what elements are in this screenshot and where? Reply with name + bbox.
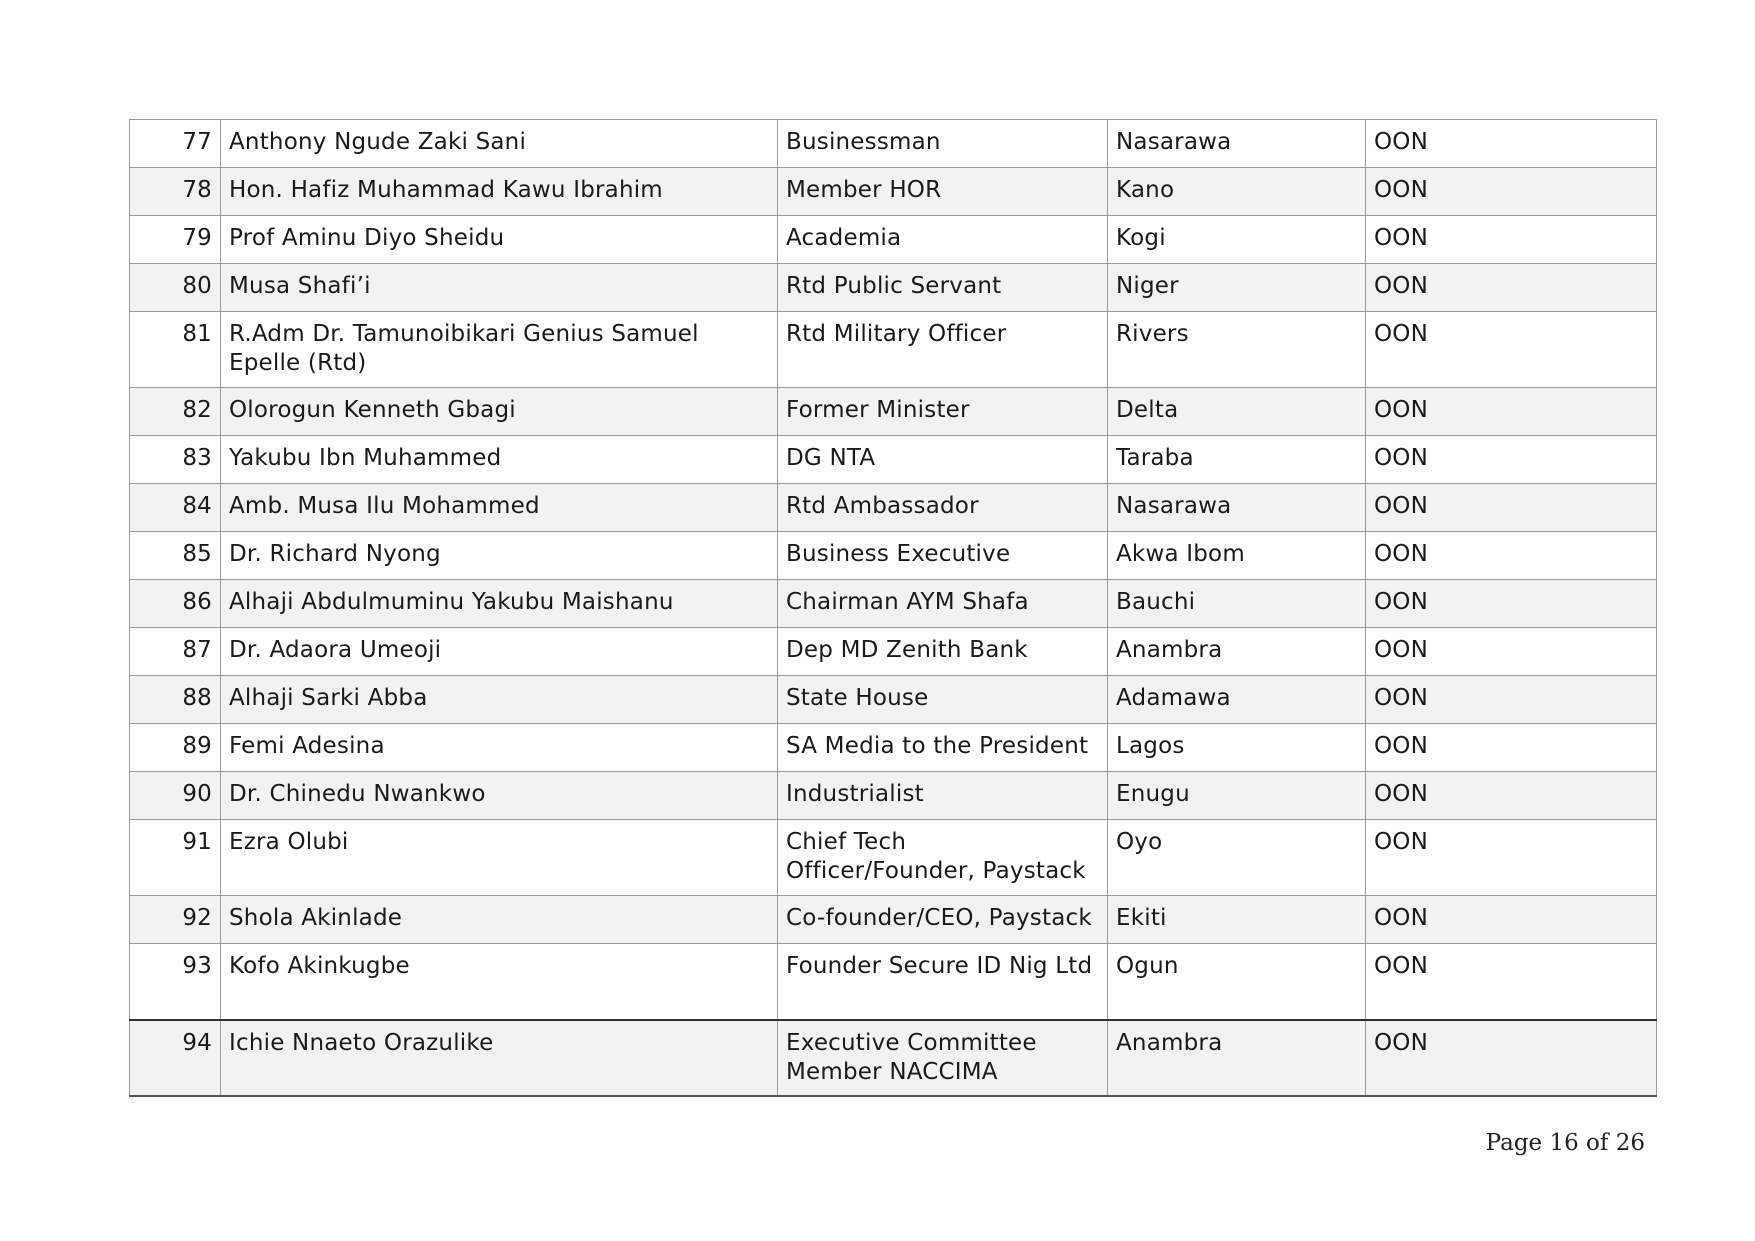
state-cell: Nasarawa	[1108, 120, 1366, 168]
award-cell: OON	[1366, 216, 1657, 264]
name-cell: Shola Akinlade	[221, 896, 778, 944]
awards-table	[129, 119, 1657, 1097]
table-row	[130, 312, 1657, 388]
table-row	[130, 724, 1657, 772]
table-row	[130, 1020, 1657, 1096]
occupation-cell: Chief Tech Officer/Founder, Paystack	[778, 820, 1108, 896]
award-cell: OON	[1366, 436, 1657, 484]
occupation-cell: Member HOR	[778, 168, 1108, 216]
award-cell: OON	[1366, 484, 1657, 532]
table-row	[130, 120, 1657, 168]
name-cell: Alhaji Sarki Abba	[221, 676, 778, 724]
name-cell: Prof Aminu Diyo Sheidu	[221, 216, 778, 264]
occupation-cell: SA Media to the President	[778, 724, 1108, 772]
state-cell: Akwa Ibom	[1108, 532, 1366, 580]
name-cell: Musa Shafi’i	[221, 264, 778, 312]
state-cell: Rivers	[1108, 312, 1366, 388]
serial-number-cell: 79	[130, 216, 221, 264]
award-cell: OON	[1366, 772, 1657, 820]
serial-number-cell: 90	[130, 772, 221, 820]
award-cell: OON	[1366, 944, 1657, 1020]
name-cell: Ezra Olubi	[221, 820, 778, 896]
occupation-cell: Business Executive	[778, 532, 1108, 580]
name-cell: Amb. Musa Ilu Mohammed	[221, 484, 778, 532]
name-cell: Kofo Akinkugbe	[221, 944, 778, 1020]
serial-number-cell: 83	[130, 436, 221, 484]
table-row	[130, 772, 1657, 820]
serial-number-cell: 80	[130, 264, 221, 312]
serial-number-cell: 92	[130, 896, 221, 944]
award-cell: OON	[1366, 264, 1657, 312]
name-cell: Dr. Chinedu Nwankwo	[221, 772, 778, 820]
state-cell: Ekiti	[1108, 896, 1366, 944]
table-row	[130, 264, 1657, 312]
name-cell: Olorogun Kenneth Gbagi	[221, 388, 778, 436]
name-cell: Dr. Richard Nyong	[221, 532, 778, 580]
award-cell: OON	[1366, 820, 1657, 896]
award-cell: OON	[1366, 676, 1657, 724]
award-cell: OON	[1366, 724, 1657, 772]
occupation-cell: Co-founder/CEO, Paystack	[778, 896, 1108, 944]
serial-number-cell: 82	[130, 388, 221, 436]
occupation-cell: DG NTA	[778, 436, 1108, 484]
serial-number-cell: 93	[130, 944, 221, 1020]
name-cell: Hon. Hafiz Muhammad Kawu Ibrahim	[221, 168, 778, 216]
serial-number-cell: 77	[130, 120, 221, 168]
serial-number-cell: 88	[130, 676, 221, 724]
name-cell: Dr. Adaora Umeoji	[221, 628, 778, 676]
occupation-cell: Dep MD Zenith Bank	[778, 628, 1108, 676]
occupation-cell: Rtd Military Officer	[778, 312, 1108, 388]
award-cell: OON	[1366, 532, 1657, 580]
occupation-cell: Academia	[778, 216, 1108, 264]
table-row	[130, 580, 1657, 628]
name-cell: Yakubu Ibn Muhammed	[221, 436, 778, 484]
state-cell: Delta	[1108, 388, 1366, 436]
name-cell: Femi Adesina	[221, 724, 778, 772]
state-cell: Adamawa	[1108, 676, 1366, 724]
name-cell: R.Adm Dr. Tamunoibikari Genius Samuel Epelle (Rtd)	[221, 312, 778, 388]
serial-number-cell: 91	[130, 820, 221, 896]
page-number: Page 16 of 26	[1485, 1130, 1645, 1156]
occupation-cell: Industrialist	[778, 772, 1108, 820]
occupation-cell: Businessman	[778, 120, 1108, 168]
state-cell: Bauchi	[1108, 580, 1366, 628]
state-cell: Taraba	[1108, 436, 1366, 484]
award-cell: OON	[1366, 628, 1657, 676]
table-row	[130, 676, 1657, 724]
table-row	[130, 436, 1657, 484]
serial-number-cell: 85	[130, 532, 221, 580]
serial-number-cell: 81	[130, 312, 221, 388]
serial-number-cell: 87	[130, 628, 221, 676]
state-cell: Kano	[1108, 168, 1366, 216]
serial-number-cell: 94	[130, 1020, 221, 1096]
award-cell: OON	[1366, 1020, 1657, 1096]
occupation-cell: Executive Committee Member NACCIMA	[778, 1020, 1108, 1096]
award-cell: OON	[1366, 580, 1657, 628]
table-row	[130, 168, 1657, 216]
state-cell: Lagos	[1108, 724, 1366, 772]
table-row	[130, 216, 1657, 264]
table-row	[130, 484, 1657, 532]
occupation-cell: Former Minister	[778, 388, 1108, 436]
state-cell: Anambra	[1108, 1020, 1366, 1096]
name-cell: Ichie Nnaeto Orazulike	[221, 1020, 778, 1096]
serial-number-cell: 89	[130, 724, 221, 772]
award-cell: OON	[1366, 312, 1657, 388]
awards-table-body	[130, 120, 1657, 1096]
state-cell: Anambra	[1108, 628, 1366, 676]
table-row	[130, 532, 1657, 580]
state-cell: Oyo	[1108, 820, 1366, 896]
state-cell: Ogun	[1108, 944, 1366, 1020]
state-cell: Enugu	[1108, 772, 1366, 820]
occupation-cell: Rtd Ambassador	[778, 484, 1108, 532]
state-cell: Niger	[1108, 264, 1366, 312]
award-cell: OON	[1366, 388, 1657, 436]
award-cell: OON	[1366, 120, 1657, 168]
table-row	[130, 820, 1657, 896]
occupation-cell: State House	[778, 676, 1108, 724]
award-cell: OON	[1366, 896, 1657, 944]
serial-number-cell: 78	[130, 168, 221, 216]
award-cell: OON	[1366, 168, 1657, 216]
occupation-cell: Chairman AYM Shafa	[778, 580, 1108, 628]
table-row	[130, 944, 1657, 1020]
serial-number-cell: 86	[130, 580, 221, 628]
name-cell: Alhaji Abdulmuminu Yakubu Maishanu	[221, 580, 778, 628]
table-row	[130, 628, 1657, 676]
state-cell: Kogi	[1108, 216, 1366, 264]
name-cell: Anthony Ngude Zaki Sani	[221, 120, 778, 168]
occupation-cell: Founder Secure ID Nig Ltd	[778, 944, 1108, 1020]
table-row	[130, 388, 1657, 436]
occupation-cell: Rtd Public Servant	[778, 264, 1108, 312]
state-cell: Nasarawa	[1108, 484, 1366, 532]
serial-number-cell: 84	[130, 484, 221, 532]
table-row	[130, 896, 1657, 944]
